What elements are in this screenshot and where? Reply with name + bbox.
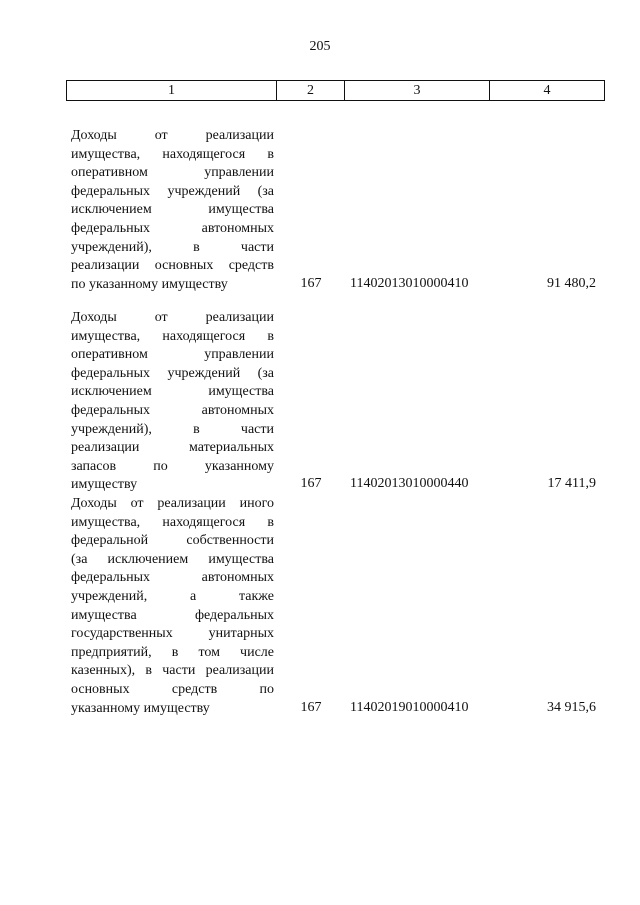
row-description: [71, 309, 274, 495]
description-line: учреждений), в части: [71, 239, 274, 255]
description-line: Доходы от реализации иного: [71, 496, 274, 511]
header-col-1: 1: [67, 81, 277, 101]
header-row: [67, 81, 605, 101]
header-col-4: 4: [490, 81, 605, 101]
row-budget-code: 11402019010000410: [350, 699, 469, 715]
row-code-admin: 167: [300, 275, 322, 291]
description-line: имущества, находящегося в: [71, 328, 274, 344]
description-line: Доходы от реализации: [71, 310, 274, 325]
description-line: запасов по указанному: [71, 458, 274, 474]
description-line: имуществу: [71, 477, 138, 493]
description-line: предприятий, в том числе: [71, 644, 274, 660]
description-line: федеральных автономных: [71, 570, 274, 586]
row-code-admin: 167: [300, 476, 322, 492]
description-line: оперативном управлении: [71, 165, 274, 181]
header-col-2: 2: [277, 81, 345, 101]
description-line: Доходы от реализации: [71, 128, 274, 143]
description-line: казенных), в части реализации: [71, 663, 274, 679]
row-amount: 91 480,2: [547, 275, 596, 291]
description-line: учреждений), в части: [71, 421, 274, 437]
column-header-table: [66, 80, 605, 101]
page-number: 205: [309, 39, 331, 54]
description-line: федеральных учреждений (за: [71, 183, 274, 199]
description-line: оперативном управлении: [71, 347, 274, 363]
description-line: исключением имущества: [71, 384, 274, 400]
description-line: учреждений, а также: [71, 588, 274, 604]
description-line: основных средств по: [71, 681, 274, 697]
description-line: федеральных автономных: [71, 402, 274, 418]
description-line: имущества, находящегося в: [71, 514, 274, 530]
description-line: (за исключением имущества: [71, 551, 274, 567]
description-line: имущества федеральных: [71, 607, 274, 623]
description-line: указанному имуществу: [71, 700, 210, 716]
description-line: государственных унитарных: [71, 626, 274, 642]
row-code-admin: 167: [300, 699, 322, 715]
description-line: реализации основных средств: [71, 258, 274, 274]
row-budget-code: 11402013010000440: [350, 476, 469, 492]
description-line: по указанному имуществу: [71, 276, 228, 292]
description-line: исключением имущества: [71, 202, 274, 218]
description-line: федеральных автономных: [71, 220, 274, 236]
row-amount: 17 411,9: [547, 476, 596, 492]
row-budget-code: 11402013010000410: [350, 275, 469, 291]
description-line: федеральной собственности: [71, 533, 274, 549]
description-line: имущества, находящегося в: [71, 146, 274, 162]
description-line: федеральных учреждений (за: [71, 365, 274, 381]
row-amount: 34 915,6: [547, 699, 596, 715]
row-description: [71, 495, 274, 718]
description-line: реализации материальных: [71, 440, 274, 456]
row-description: [71, 127, 274, 294]
header-col-3: 3: [345, 81, 490, 101]
